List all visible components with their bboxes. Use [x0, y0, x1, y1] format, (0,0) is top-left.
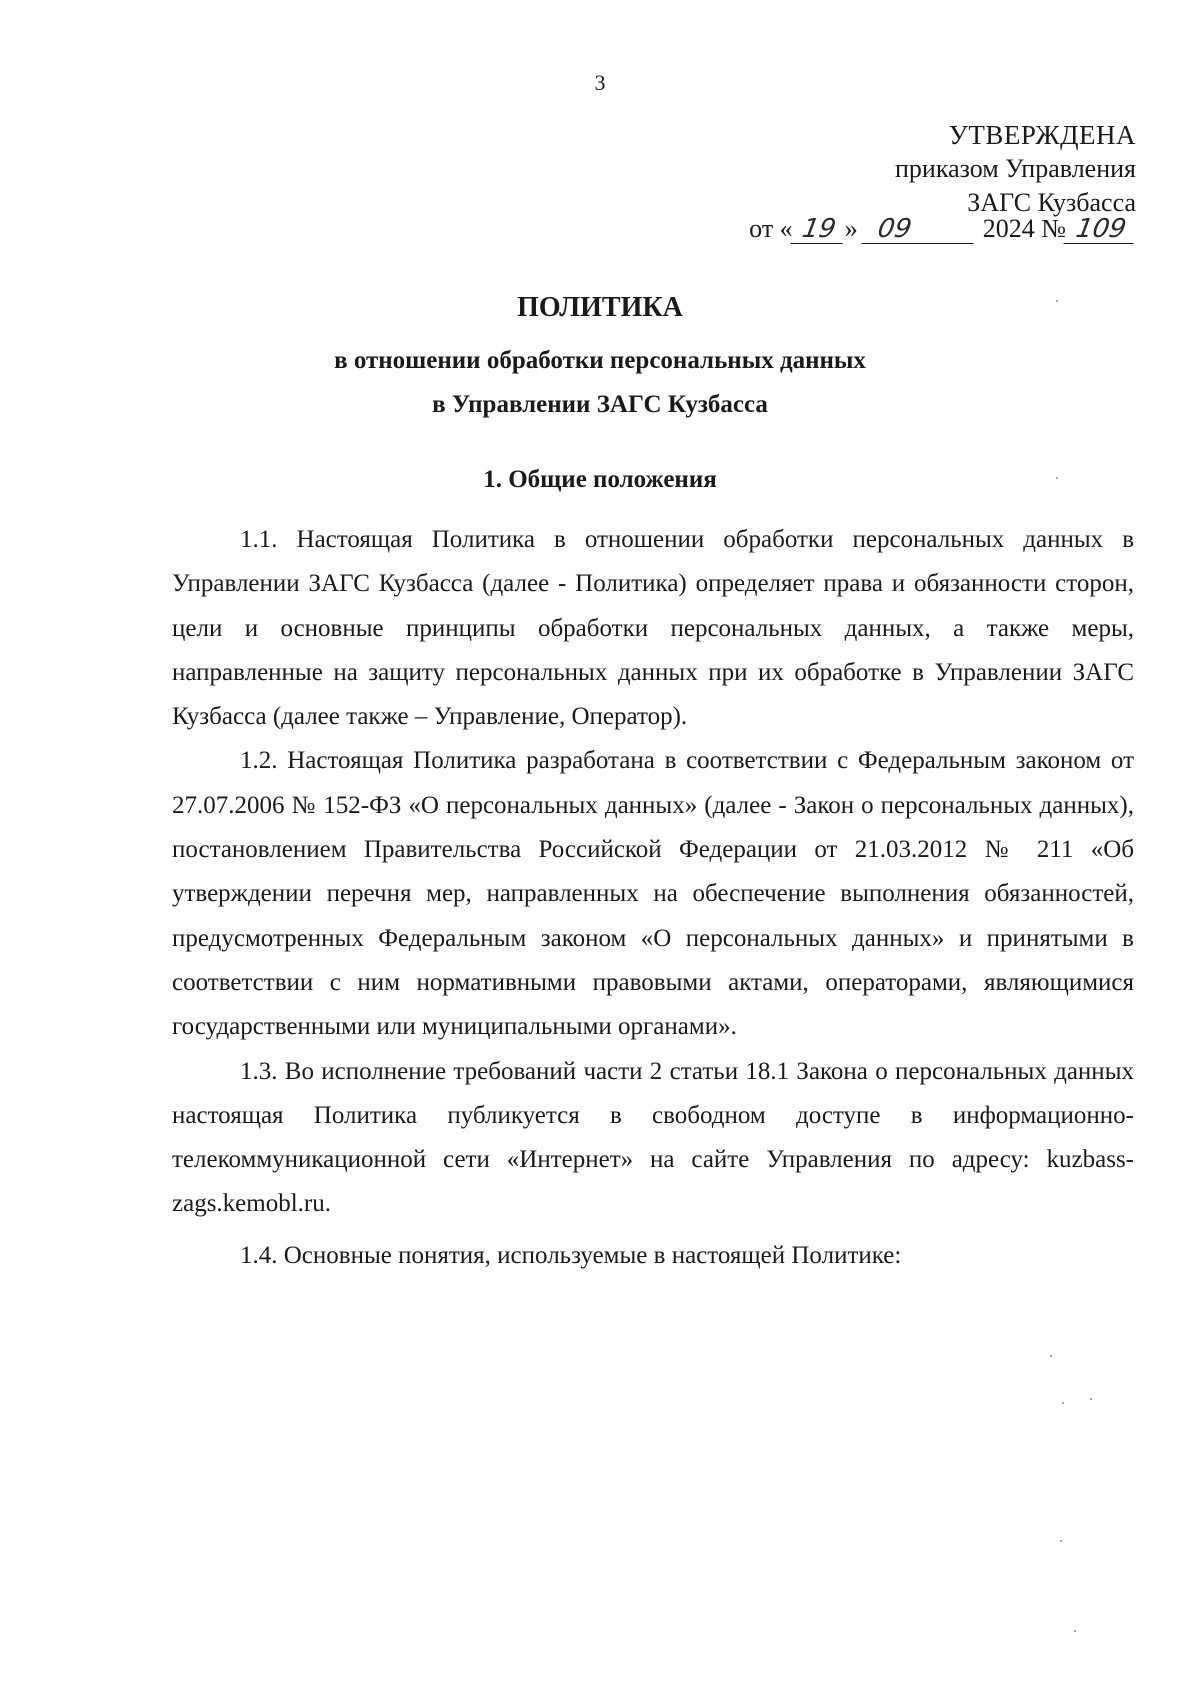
page-number: 3: [594, 70, 606, 95]
title-line-3: в Управлении ЗАГС Кузбасса: [432, 391, 768, 418]
scan-speck: [1056, 477, 1058, 479]
section-body: [172, 518, 1134, 1278]
handwritten-month: 09: [862, 215, 979, 244]
scan-speck: [1090, 1398, 1092, 1400]
title-line-1: ПОЛИТИКА: [517, 292, 683, 323]
approval-line-order: приказом Управления: [895, 154, 1136, 183]
scan-speck: [1060, 1540, 1062, 1542]
date-year: 2024 №: [982, 214, 1066, 243]
approval-date-line: [749, 214, 1136, 244]
paragraph-1-2: 1.2. Настоящая Политика разработана в соответствии с Федеральным законом от 27.07.2006 № 152-ФЗ «О персональных данных» (далее - Закон о персональных данных), постановлением Правительства Российской Федерации от 21.03.2012 № 211 «Об утверждении перечня мер, направленных на обеспечение выполнения обязанностей, предусмотренных Федеральным законом «О персональных данных» и принятыми в соответствии с ним нормативными правовыми актами, операторами, являющимися государственными или муниципальными органами».: [172, 747, 1134, 1041]
paragraph-1-3: 1.3. Во исполнение требований части 2 статьи 18.1 Закона о персональных данных настоящая Политика публикуется в свободном доступе в информационно-телекоммуникационной сети «Интернет» на сайте Управления по адресу: kuzbass-zags.kemobl.ru.: [172, 1057, 1134, 1218]
paragraph-1-4: 1.4. Основные понятия, используемые в настоящей Политике:: [240, 1241, 902, 1269]
title-line-2: в отношении обработки персональных данных: [334, 347, 866, 374]
date-mid: »: [844, 214, 858, 243]
section-heading: 1. Общие положения: [483, 466, 717, 493]
date-prefix: от «: [749, 214, 793, 243]
scan-speck: [1062, 1402, 1064, 1404]
paragraph-1-1: 1.1. Настоящая Политика в отношении обработки персональных данных в Управлении ЗАГС Кузбасса (далее - Политика) определяет права и обязанности сторон, цели и основные принципы обработки персональных данных, а также меры, направленные на защиту персональных данных при их обработке в Управлении ЗАГС Кузбасса (далее также – Управление, Оператор).: [172, 526, 1134, 731]
approval-stamp: [895, 118, 1136, 220]
scan-speck: [1074, 1630, 1076, 1632]
scan-speck: [1050, 1355, 1052, 1357]
handwritten-day: 19: [790, 215, 847, 244]
scan-speck: [1056, 300, 1058, 302]
document-title: [0, 292, 1200, 420]
handwritten-order-number: 109: [1063, 215, 1138, 244]
approval-line-org: ЗАГС Кузбасса: [967, 188, 1136, 217]
approval-heading: УТВЕРЖДЕНА: [948, 120, 1136, 150]
